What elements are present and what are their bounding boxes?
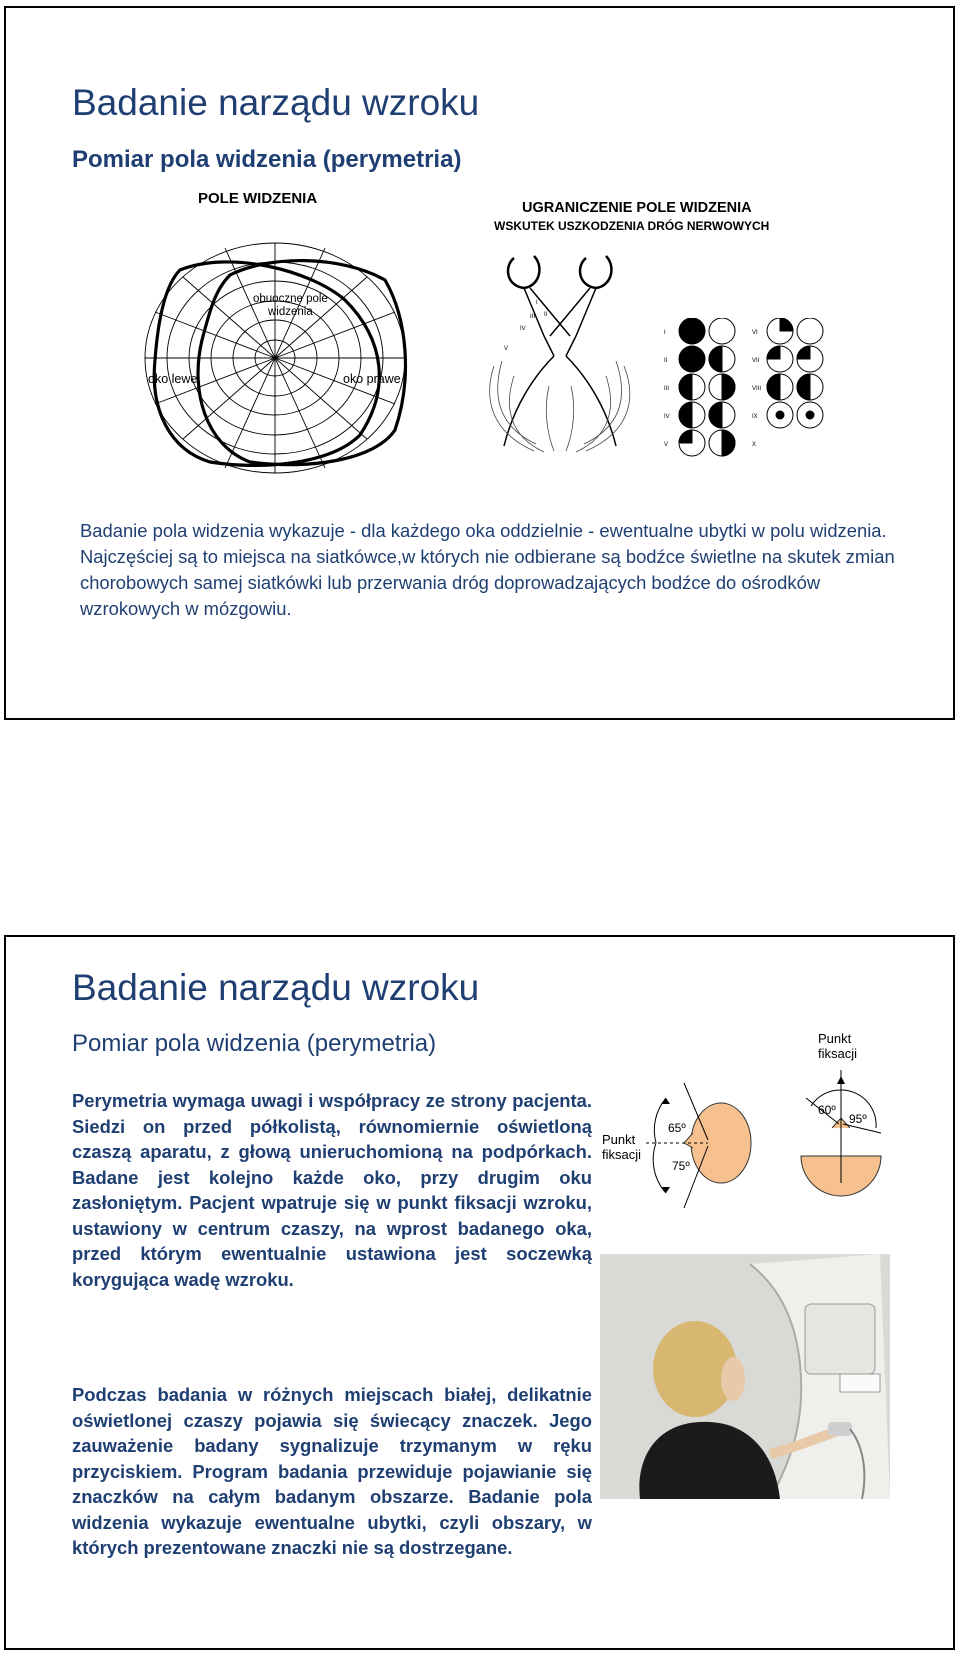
svg-text:VIII: VIII — [752, 386, 762, 392]
slide2-paragraph-1: Perymetria wymaga uwagi i współpracy ze strony pacjenta. Siedzi on przed półkolistą, równomiernie oświetloną czaszą aparatu, z głową unieruchomioną na podpórkach. Badane jest kolejno każde oko, przy drugim oku zasłoniętym. Pacjent wpatruje się w punkt fiksacji wzroku, ustawiony w centrum czaszy, na wprost badanego oka, przed którym ewentualnie ustawiona jest soczewką korygująca wadę wzroku. — [72, 1090, 592, 1290]
svg-text:II: II — [664, 358, 668, 364]
left-eye-label: oko lewe — [148, 372, 198, 386]
binocular-field-label: obuoczne pole widzenia — [253, 293, 328, 318]
slide1-body: Badanie pola widzenia wykazuje - dla każdego oka oddzielnie - ewentualne ubytki w polu widzenia. Najczęściej są to miejsca na siatkówce,w których nie odbierane są bodźce świetlne na skutek zmian chorobowych samej siatkówki lub przerwania dróg doprowadzających bodźce do ośrodków wzrokowych w mózgowiu. — [80, 520, 895, 619]
field-defect-circles — [664, 318, 844, 468]
slide1-subtitle: Pomiar pola widzenia (perymetria) — [72, 146, 462, 173]
svg-text:III: III — [530, 314, 536, 320]
fixation-label-side: Punkt fiksacji — [602, 1132, 642, 1162]
right-eye-label: oko prawe — [343, 372, 401, 386]
perimetry-polar-chart — [140, 240, 430, 476]
slide2-subtitle: Pomiar pola widzenia (perymetria) — [72, 1030, 437, 1057]
svg-text:X: X — [752, 442, 757, 448]
svg-text:II: II — [544, 312, 548, 318]
field-restriction-heading: UGRANICZENIE POLE WIDZENIA — [522, 200, 752, 216]
angle-right-label: 95º — [849, 1112, 867, 1126]
svg-text:I: I — [664, 330, 666, 336]
visual-pathway-diagram — [474, 246, 664, 456]
field-restriction-subheading: WSKUTEK USZKODZENIA DRÓG NERWOWYCH — [494, 219, 770, 233]
svg-text:III: III — [664, 386, 670, 392]
angle-up-label: 65º — [668, 1121, 686, 1135]
svg-text:VI: VI — [752, 330, 758, 336]
angle-left-label: 60º — [818, 1103, 836, 1117]
slide2-paragraph-2: Podczas badania w różnych miejscach białej, delikatnie oświetlonej czaszy pojawia się świecący znaczek. Jego zauważenie badany sygnalizuje trzymanym w ręku przyciskiem. Program badania przewiduje pojawianie się znaczków na całym badanym obszarze. Badanie pola widzenia wykazuje ewentualne ubytki, czyli obszary, w których prezentowane znaczki nie są dostrzegane. — [72, 1384, 592, 1558]
visual-field-heading: POLE WIDZENIA — [198, 190, 318, 207]
slide1-title: Badanie narządu wzroku — [72, 82, 480, 123]
fixation-label-top: Punkt fiksacji — [818, 1031, 858, 1061]
svg-text:IX: IX — [752, 414, 758, 420]
svg-text:V: V — [664, 442, 669, 448]
svg-text:I: I — [536, 300, 538, 306]
slide2-title: Badanie narządu wzroku — [72, 967, 480, 1008]
svg-text:IV: IV — [664, 414, 670, 420]
svg-text:IV: IV — [520, 326, 526, 332]
svg-text:V: V — [504, 346, 509, 352]
perimetry-angle-diagram — [596, 1028, 926, 1228]
perimeter-exam-photo — [600, 1254, 890, 1499]
angle-down-label: 75º — [672, 1159, 690, 1173]
svg-text:VII: VII — [752, 358, 760, 364]
